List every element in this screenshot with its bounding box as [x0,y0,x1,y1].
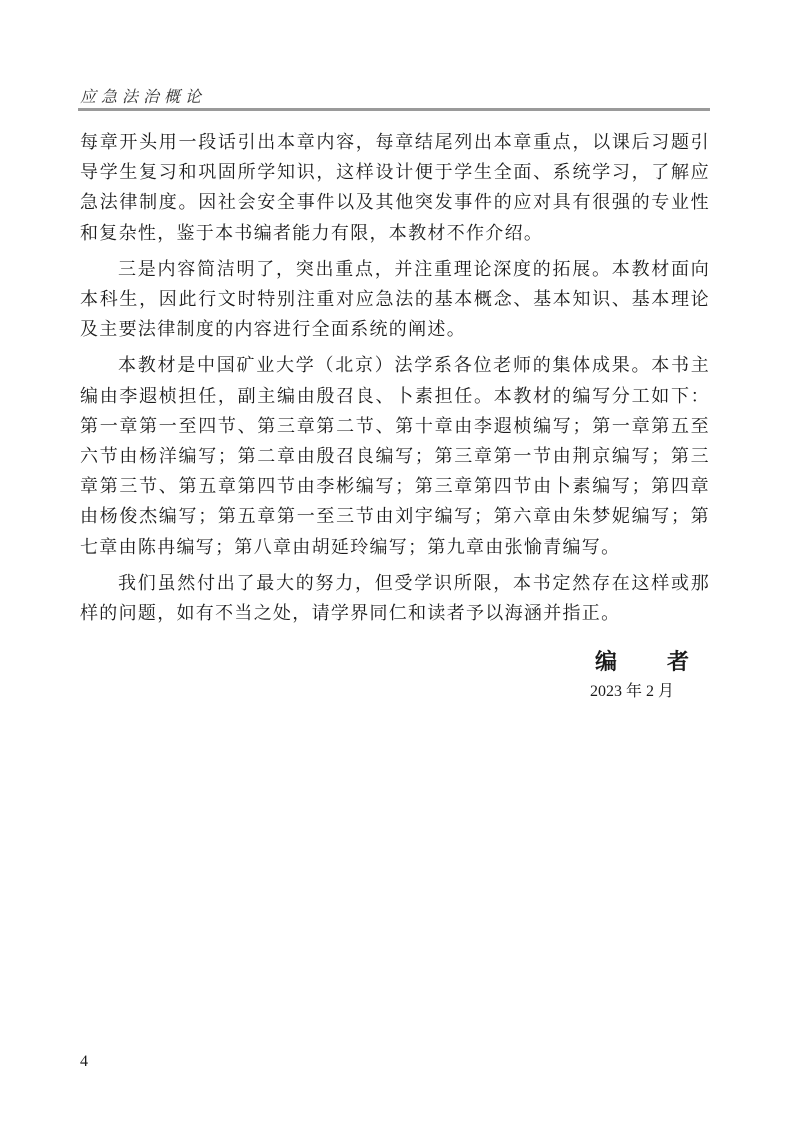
signature-date: 2023 年 2 月 [590,683,675,700]
paragraph-acknowledgement: 我们虽然付出了最大的努力，但受学识所限，本书定然存在这样或那样的问题，如有不当之处，请学界同仁和读者予以海涵并指正。 [80,572,710,625]
paragraph-authorship: 本教材是中国矿业大学（北京）法学系各位老师的集体成果。本书主编由李遐桢担任，副主编由殷召良、卜素担任。本教材的编写分工如下：第一章第一至四节、第三章第二节、第十章由李遐桢编写；第一章第五至六节由杨洋编写；第二章由殷召良编写；第三章第一节由荆京编写；第三章第三节、第五章第四节由李彬编写；第三章第四节由卜素编写；第四章由杨俊杰编写；第五章第一至三节由刘宇编写；第六章由朱梦妮编写；第七章由陈冉编写；第八章由胡延玲编写；第九章由张愉青编写。 [80,355,710,558]
paragraph-content-features: 三是内容简洁明了，突出重点，并注重理论深度的拓展。本教材面向本科生，因此行文时特别注重对应急法的基本概念、基本知识、基本理论及主要法律制度的内容进行全面系统的阐述。 [80,258,710,341]
header-rule [78,108,710,111]
signature-name: 编 者 [595,649,704,675]
page-number: 4 [80,1053,88,1070]
body-text [80,128,710,635]
running-head-title: 应急法治概论 [80,87,207,106]
paragraph-continuation: 每章开头用一段话引出本章内容，每章结尾列出本章重点，以课后习题引导学生复习和巩固所学知识，这样设计便于学生全面、系统学习，了解应急法律制度。因社会安全事件以及其他突发事件的应对具有很强的专业性和复杂性，鉴于本书编者能力有限，本教材不作介绍。 [80,132,710,244]
